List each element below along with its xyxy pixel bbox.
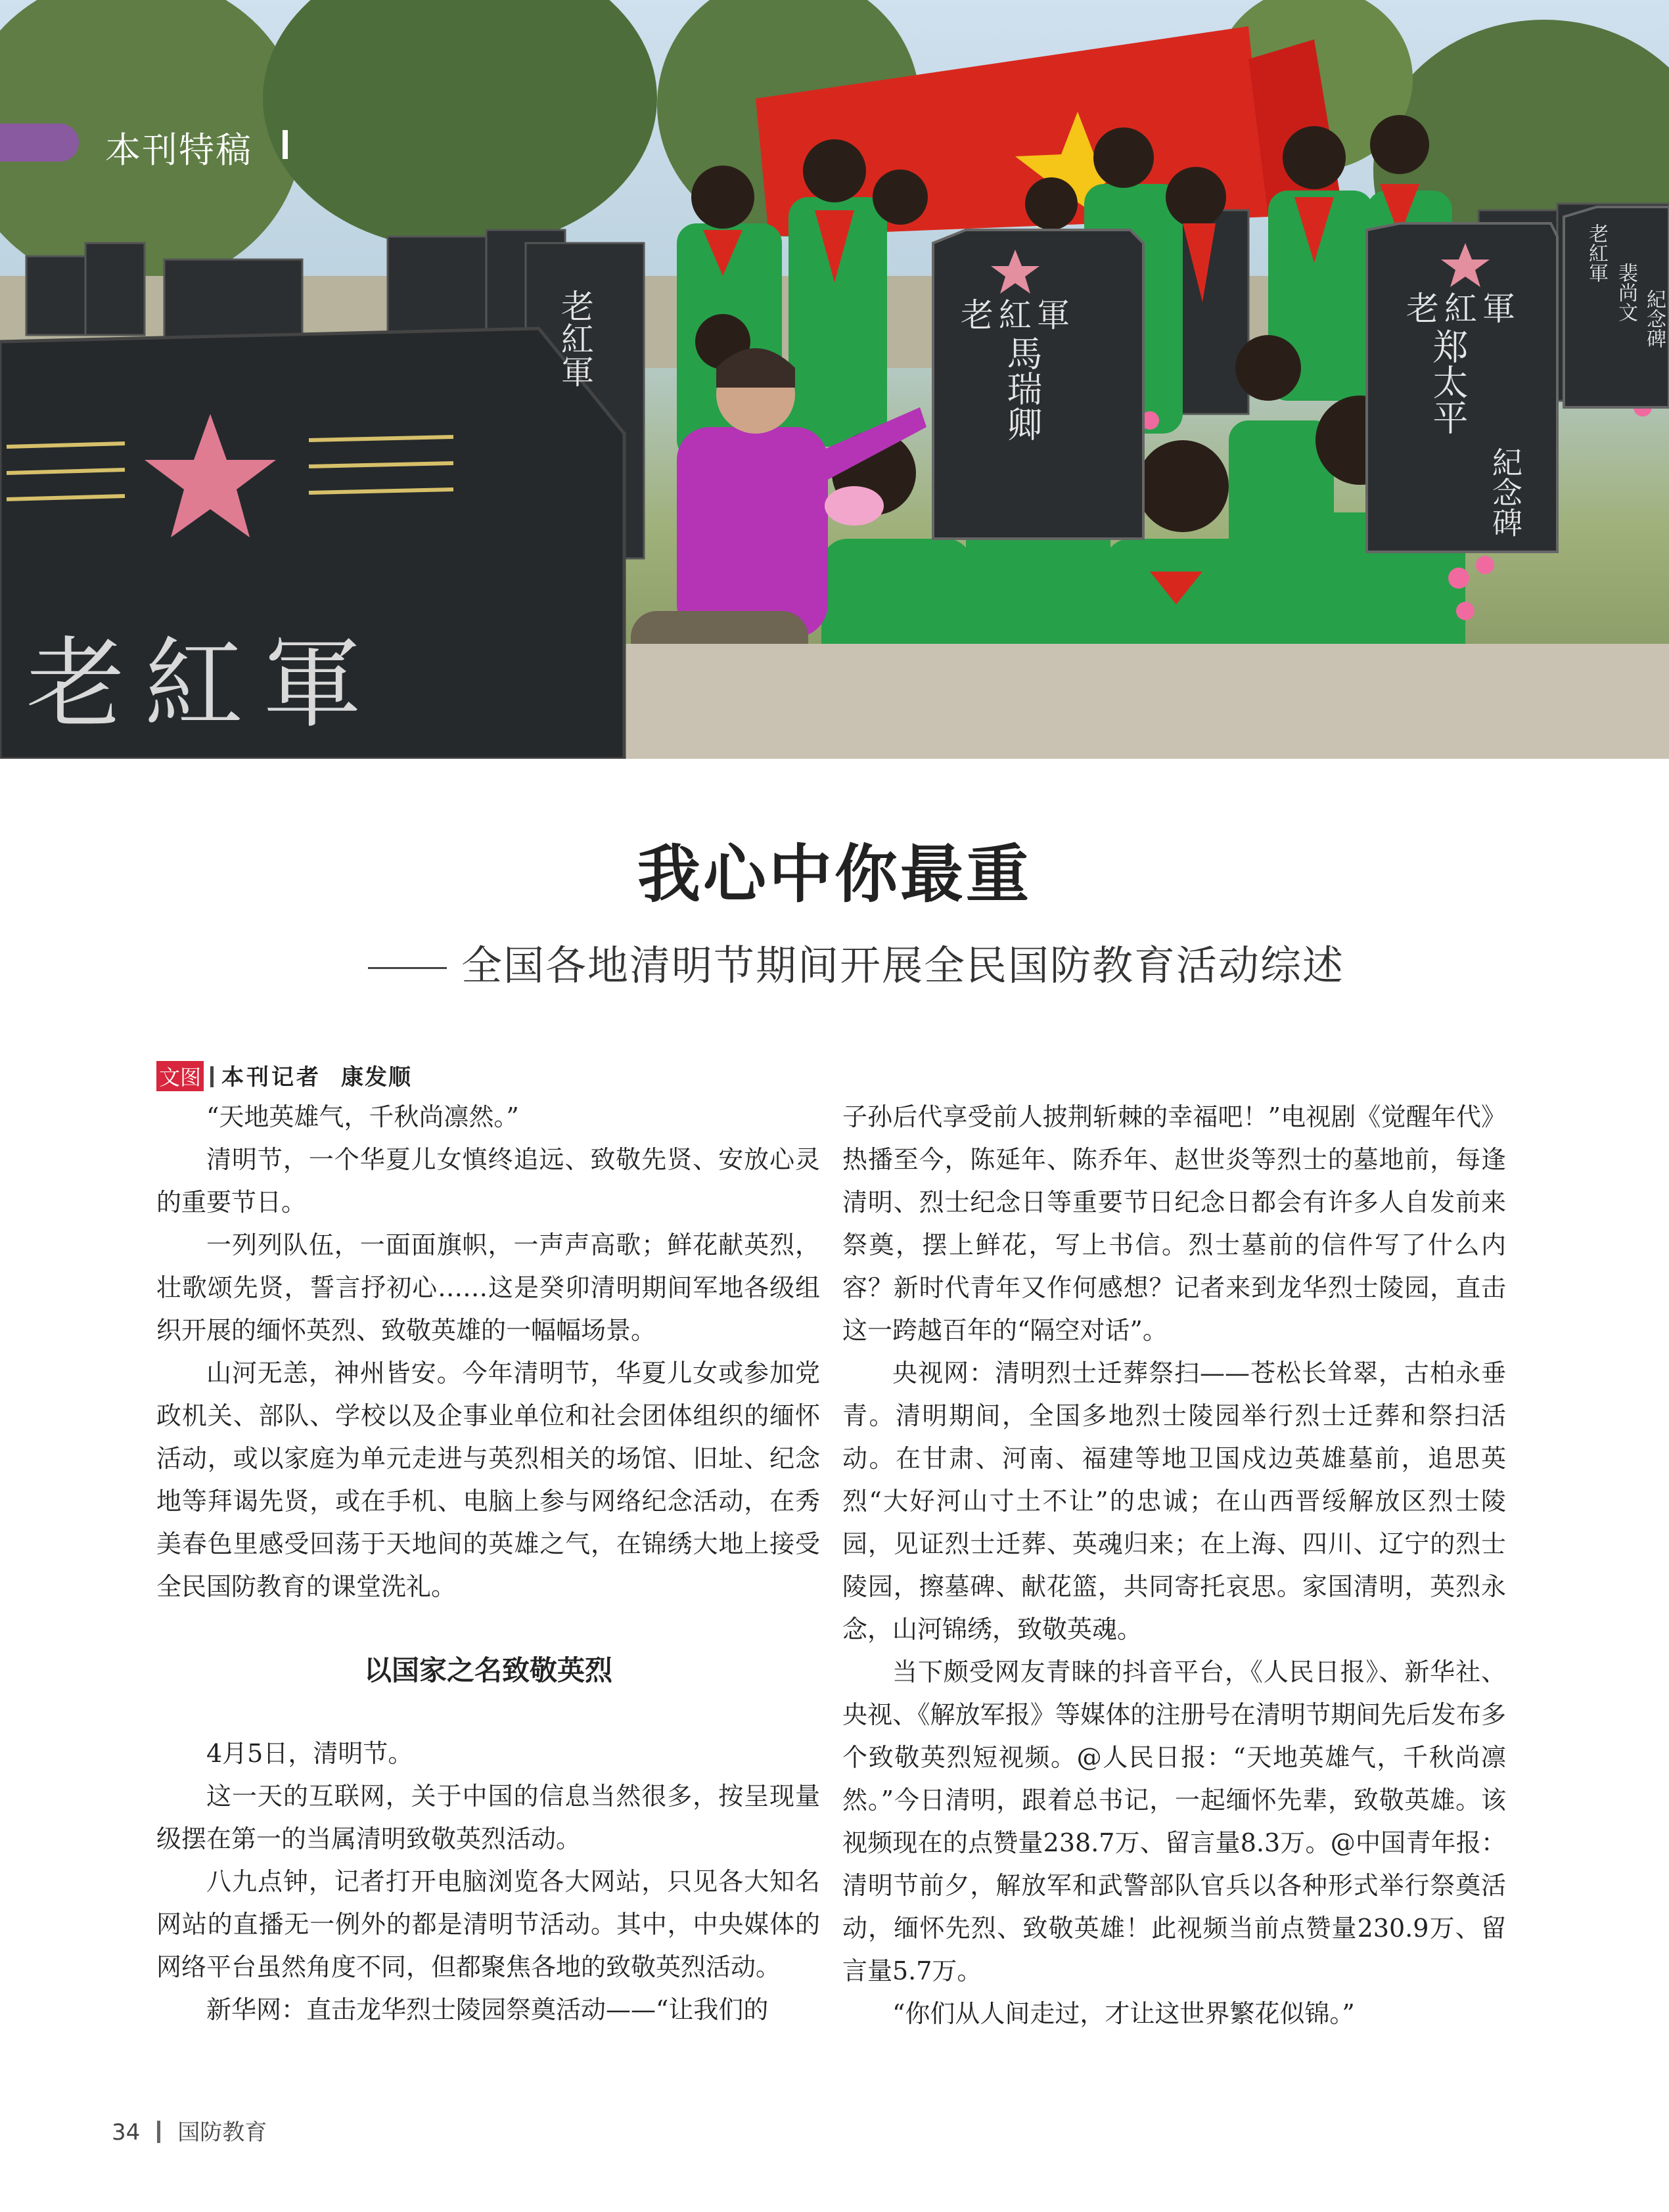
article-title: 我心中你最重 [637, 838, 1032, 911]
paragraph: “天地英雄气，千秋尚凛然。” [206, 1102, 519, 1131]
article-column-left [156, 1096, 820, 2031]
tombstone-far-right-name: 裴尚文 [1614, 263, 1637, 322]
byline-separator [210, 1066, 214, 1087]
byline [156, 1059, 412, 1091]
article-column-right [842, 1096, 1506, 2035]
section-tag: 本刊特稿 [105, 129, 252, 171]
footer-separator [157, 2121, 160, 2143]
article-subtitle-text: 全国各地清明节期间开展全民国防教育活动综述 [461, 941, 1345, 989]
paragraph: “你们从人间走过，才让这世界繁花似锦。” [892, 1999, 1355, 2028]
subtitle-dash [368, 967, 447, 969]
paragraph: 新华网：直击龙华烈士陵园祭奠活动——“让我们的 [206, 1995, 769, 2024]
hero-photo [0, 0, 1669, 759]
tombstone-right-text: 老紅軍 [1406, 290, 1520, 328]
tombstone-center-name: 馬瑞卿 [1001, 335, 1043, 441]
section-tag-separator [283, 130, 288, 159]
tombstone-center-text: 老紅軍 [961, 296, 1075, 334]
byline-role: 本刊记者 [221, 1064, 322, 1091]
tombstone-left-text: 老紅軍 [556, 289, 594, 388]
article-subtitle [368, 933, 1344, 991]
paragraph: 山河无恙，神州皆安。今年清明节，华夏儿女或参加党政机关、部队、学校以及企事业单位和社会团体组织的缅怀活动，或以家庭为单元走进与英烈相关的场馆、旧址、纪念地等拜谒先贤，或在手机、电脑上参与网络纪念活动，在秀美春色里感受回荡于天地间的英雄之气，在锦绣大地上接受全民国防教育的课堂洗礼。 [156, 1359, 820, 1601]
magazine-name: 国防教育 [177, 2119, 267, 2146]
paragraph: 一列列队伍，一面面旗帜，一声声高歌；鲜花献英烈，壮歌颂先贤，誓言抒初心……这是癸卯清明期间军地各级组织开展的缅怀英烈、致敬英雄的一幅幅场景。 [156, 1230, 820, 1345]
byline-author: 康发顺 [341, 1064, 413, 1091]
paragraph: 八九点钟，记者打开电脑浏览各大网站，只见各大知名网站的直播无一例外的都是清明节活动。其中，中央媒体的网络平台虽然角度不同，但都聚焦各地的致敬英烈活动。 [156, 1867, 820, 1981]
section-heading: 以国家之名致敬英烈 [363, 1654, 612, 1686]
tombstone-far-right-sub: 紀念碑 [1643, 289, 1666, 348]
tombstone-right-name: 郑太平 [1427, 328, 1469, 435]
paragraph: 子孙后代享受前人披荆斩棘的幸福吧！”电视剧《觉醒年代》热播至今，陈延年、陈乔年、赵世炎等烈士的墓地前，每逢清明、烈士纪念日等重要节日纪念日都会有许多人自发前来祭奠，摆上鲜花，写上书信。烈士墓前的信件写了什么内容？新时代青年又作何感想？记者来到龙华烈士陵园，直击这一跨越百年的“隔空对话”。 [842, 1102, 1506, 1345]
tombstone-right-sub: 紀念碑 [1488, 447, 1523, 537]
section-tag-bar [0, 124, 79, 162]
tombstone-far-right-text: 老紅軍 [1585, 223, 1608, 282]
paragraph: 4月5日，清明节。 [206, 1739, 413, 1768]
paragraph: 央视网：清明烈士迁葬祭扫——苍松长耸翠，古柏永垂青。清明期间，全国多地烈士陵园举行烈士迁葬和祭扫活动。在甘肃、河南、福建等地卫国戍边英雄墓前，追思英烈“大好河山寸土不让”的忠诚；在山西晋绥解放区烈士陵园，见证烈士迁葬、英魂归来；在上海、四川、辽宁的烈士陵园，擦墓碑、献花篮，共同寄托哀思。家国清明，英烈永念，山河锦绣，致敬英魂。 [842, 1359, 1506, 1644]
paragraph: 当下颇受网友青睐的抖音平台，《人民日报》、新华社、央视、《解放军报》等媒体的注册号在清明节期间先后发布多个致敬英烈短视频。@人民日报：“天地英雄气，千秋尚凛然。”今日清明，跟着总书记，一起缅怀先辈，致敬英雄。该视频现在的点赞量238.7万、留言量8.3万。@中国青年报：清明节前夕，解放军和武警部队官兵以各种形式举行祭奠活动，缅怀先烈、致敬英雄！此视频当前点赞量230.9万、留言量5.7万。 [842, 1658, 1506, 1985]
tombstone-main-text: 老紅軍 [26, 627, 382, 742]
byline-tag: 文图 [156, 1061, 204, 1091]
paragraph: 这一天的互联网，关于中国的信息当然很多，按呈现量级摆在第一的当属清明致敬英烈活动。 [156, 1782, 820, 1853]
page-number: 34 [112, 2119, 141, 2146]
paragraph: 清明节，一个华夏儿女慎终追远、致敬先贤、安放心灵的重要节日。 [156, 1145, 820, 1217]
page-footer [112, 2114, 267, 2146]
